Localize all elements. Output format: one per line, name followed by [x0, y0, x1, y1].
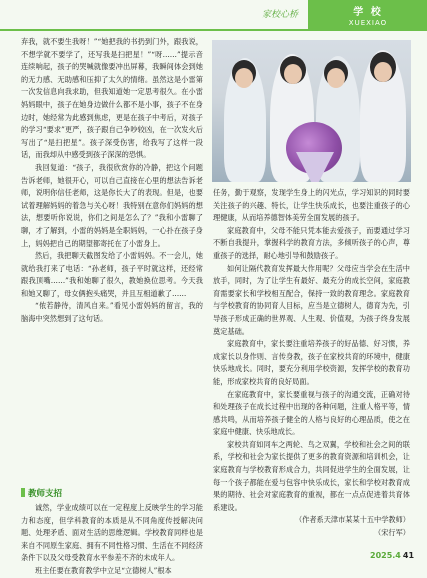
face — [327, 68, 345, 88]
paragraph: 家庭教育中，家长要注重培养孩子的好品德、好习惯，养成家长以身作则、言传身教，孩子在家校共育的环境中，健康快乐地成长。同时，要充分利用学校资源，发挥学校的教育功能，形成家校共育的良好局面。 — [213, 339, 410, 386]
paragraph: 弃我，就不要生我呀！”“她把我的书扔到门外，跟我说，不想学就不要学了，还写我是扫把星！”“呀……”提示音连续响起，孩子的哭喊就像要冲出屏幕，我瞬间体会到她的无力感、无助感和压抑了太久的情绪。虽然这是小雷第一次发信息向我求助，但我知道她一定思考很久。在小雷妈妈眼中，孩子在她身边做什么都不是小事，孩子不在身边时，她经常为此感到焦虑，更是在孩子中考后，对孩子的学习“要求”更严，孩子跟自己争吵较凶，在一次发火后写出了“是扫把星”。孩子深受伤害，给我写了这样一段话，而我却从中感受到孩子深深的恐惧。 — [21, 37, 203, 160]
paragraph: 如何让隔代教育发挥最大作用呢？父母应当学会在生活中放手，同时，为了让学生有最好、最充分的成长空间，家庭教育需要家长和学校相互配合，保持一致的教育理念。家庭教育与学校教育的协同育人目标，应当是立德树人，德育为先，引导孩子形成正确的世界观、人生观、价值观，为孩子终身发展奠定基础。 — [213, 263, 410, 336]
section-heading: 教师支招 — [21, 487, 62, 499]
page-number: 41 — [402, 551, 415, 560]
paragraph: 班主任要在教育教学中立足“立德树人”根本 — [35, 565, 172, 575]
paragraph: 我回复道：“孩子，我很欣赏你的冷静，把这个问题告诉老师，她很开心，可以自己直接在心里的想法告诉老师，说明你信任老师，这是你长大了的表现。但是，也要试着理解妈妈的着急与关心呀！我特别在意你们妈妈的想法，想要听你说说，你们之间是怎么了？”我和小雷聊了聊，才了解到，小雷的妈妈是全职妈妈，一心扑在孩子身上，妈妈把自己的期望都寄托在了小雷身上。 — [21, 162, 203, 248]
article-right-column — [213, 187, 410, 540]
issue-number: 2025.4 — [370, 551, 401, 560]
page-footer — [370, 551, 414, 560]
article-left-column-lower — [21, 502, 203, 578]
paragraph: 诚然，学业成绩可以在一定程度上反映学生的学习能力和态度，但学科教育的本质是从不同角度传授解决问题、处理矛盾、面对生活的思维逻辑。学校教育同样也是来自不同原生家庭、拥有不同性格习惯、生活在不同经济条件下以及父母受教育水平参差不齐的未成年人。 — [21, 503, 203, 563]
paragraph: 家校共育如同车之两轮、鸟之双翼，学校和社会之间的联系，学校和社会为家长提供了更多的教育资源和培训机会，让家庭教育与学校教育形成合力，共同促进学生的全面发展，让每一个孩子都能在爱与包容中快乐成长，家长和学校对教育成果的期待、社会对家庭教育的重视，都在一点点促进着共育体系建设。 — [213, 439, 410, 512]
paragraph: 任务，勤于观察，发现学生身上的闪光点，学习知识的同时要关注孩子的兴趣、特长，让学生快乐成长，也要注重孩子的心理健康，从而培养德智体美劳全面发展的孩子。 — [213, 188, 410, 223]
author-note: （作者系天津市某某十五中学教师） — [294, 515, 410, 525]
page-header — [0, 0, 427, 32]
group-photo — [212, 40, 411, 182]
editor-note: （宋行军） — [374, 528, 410, 538]
paragraph: 家庭教育中，父母不能只凭本能去爱孩子，而要通过学习不断自我提升，掌握科学的教育方法，多倾听孩子的心声，尊重孩子的选择，耐心地引导和鼓励孩子。 — [213, 225, 410, 260]
column-block — [308, 0, 427, 30]
paragraph: 在家庭教育中，家长要重视与孩子的沟通交流，正确对待和处理孩子在成长过程中出现的各种问题，注重人格平等，情感共鸣，从而培养孩子健全的人格与良好的心理品质，使之在家庭中健康、快乐地成长。 — [213, 389, 410, 437]
face — [284, 64, 302, 84]
section-title: 家校心桥 — [262, 10, 299, 20]
column-title: 学 校 — [353, 7, 383, 18]
header-divider — [0, 29, 427, 31]
column-subtitle: XUEXIAO — [348, 19, 388, 27]
article-left-column — [21, 36, 203, 486]
face — [374, 62, 392, 82]
paragraph: 然后，我把聊天截图发给了小雷妈妈。不一会儿，她就给我打来了电话：“孙老师，孩子平时就这样，还经常跟我顶嘴……”我和她聊了很久，教她换位思考。今天我和她又聊了，母女俩抱头痛哭，并且互相道歉了…… — [21, 251, 203, 298]
face — [235, 68, 253, 88]
paragraph: “侬若静待，清风自来。”看见小雷妈妈的留言，我的脑海中突然想到了这句话。 — [21, 301, 203, 324]
